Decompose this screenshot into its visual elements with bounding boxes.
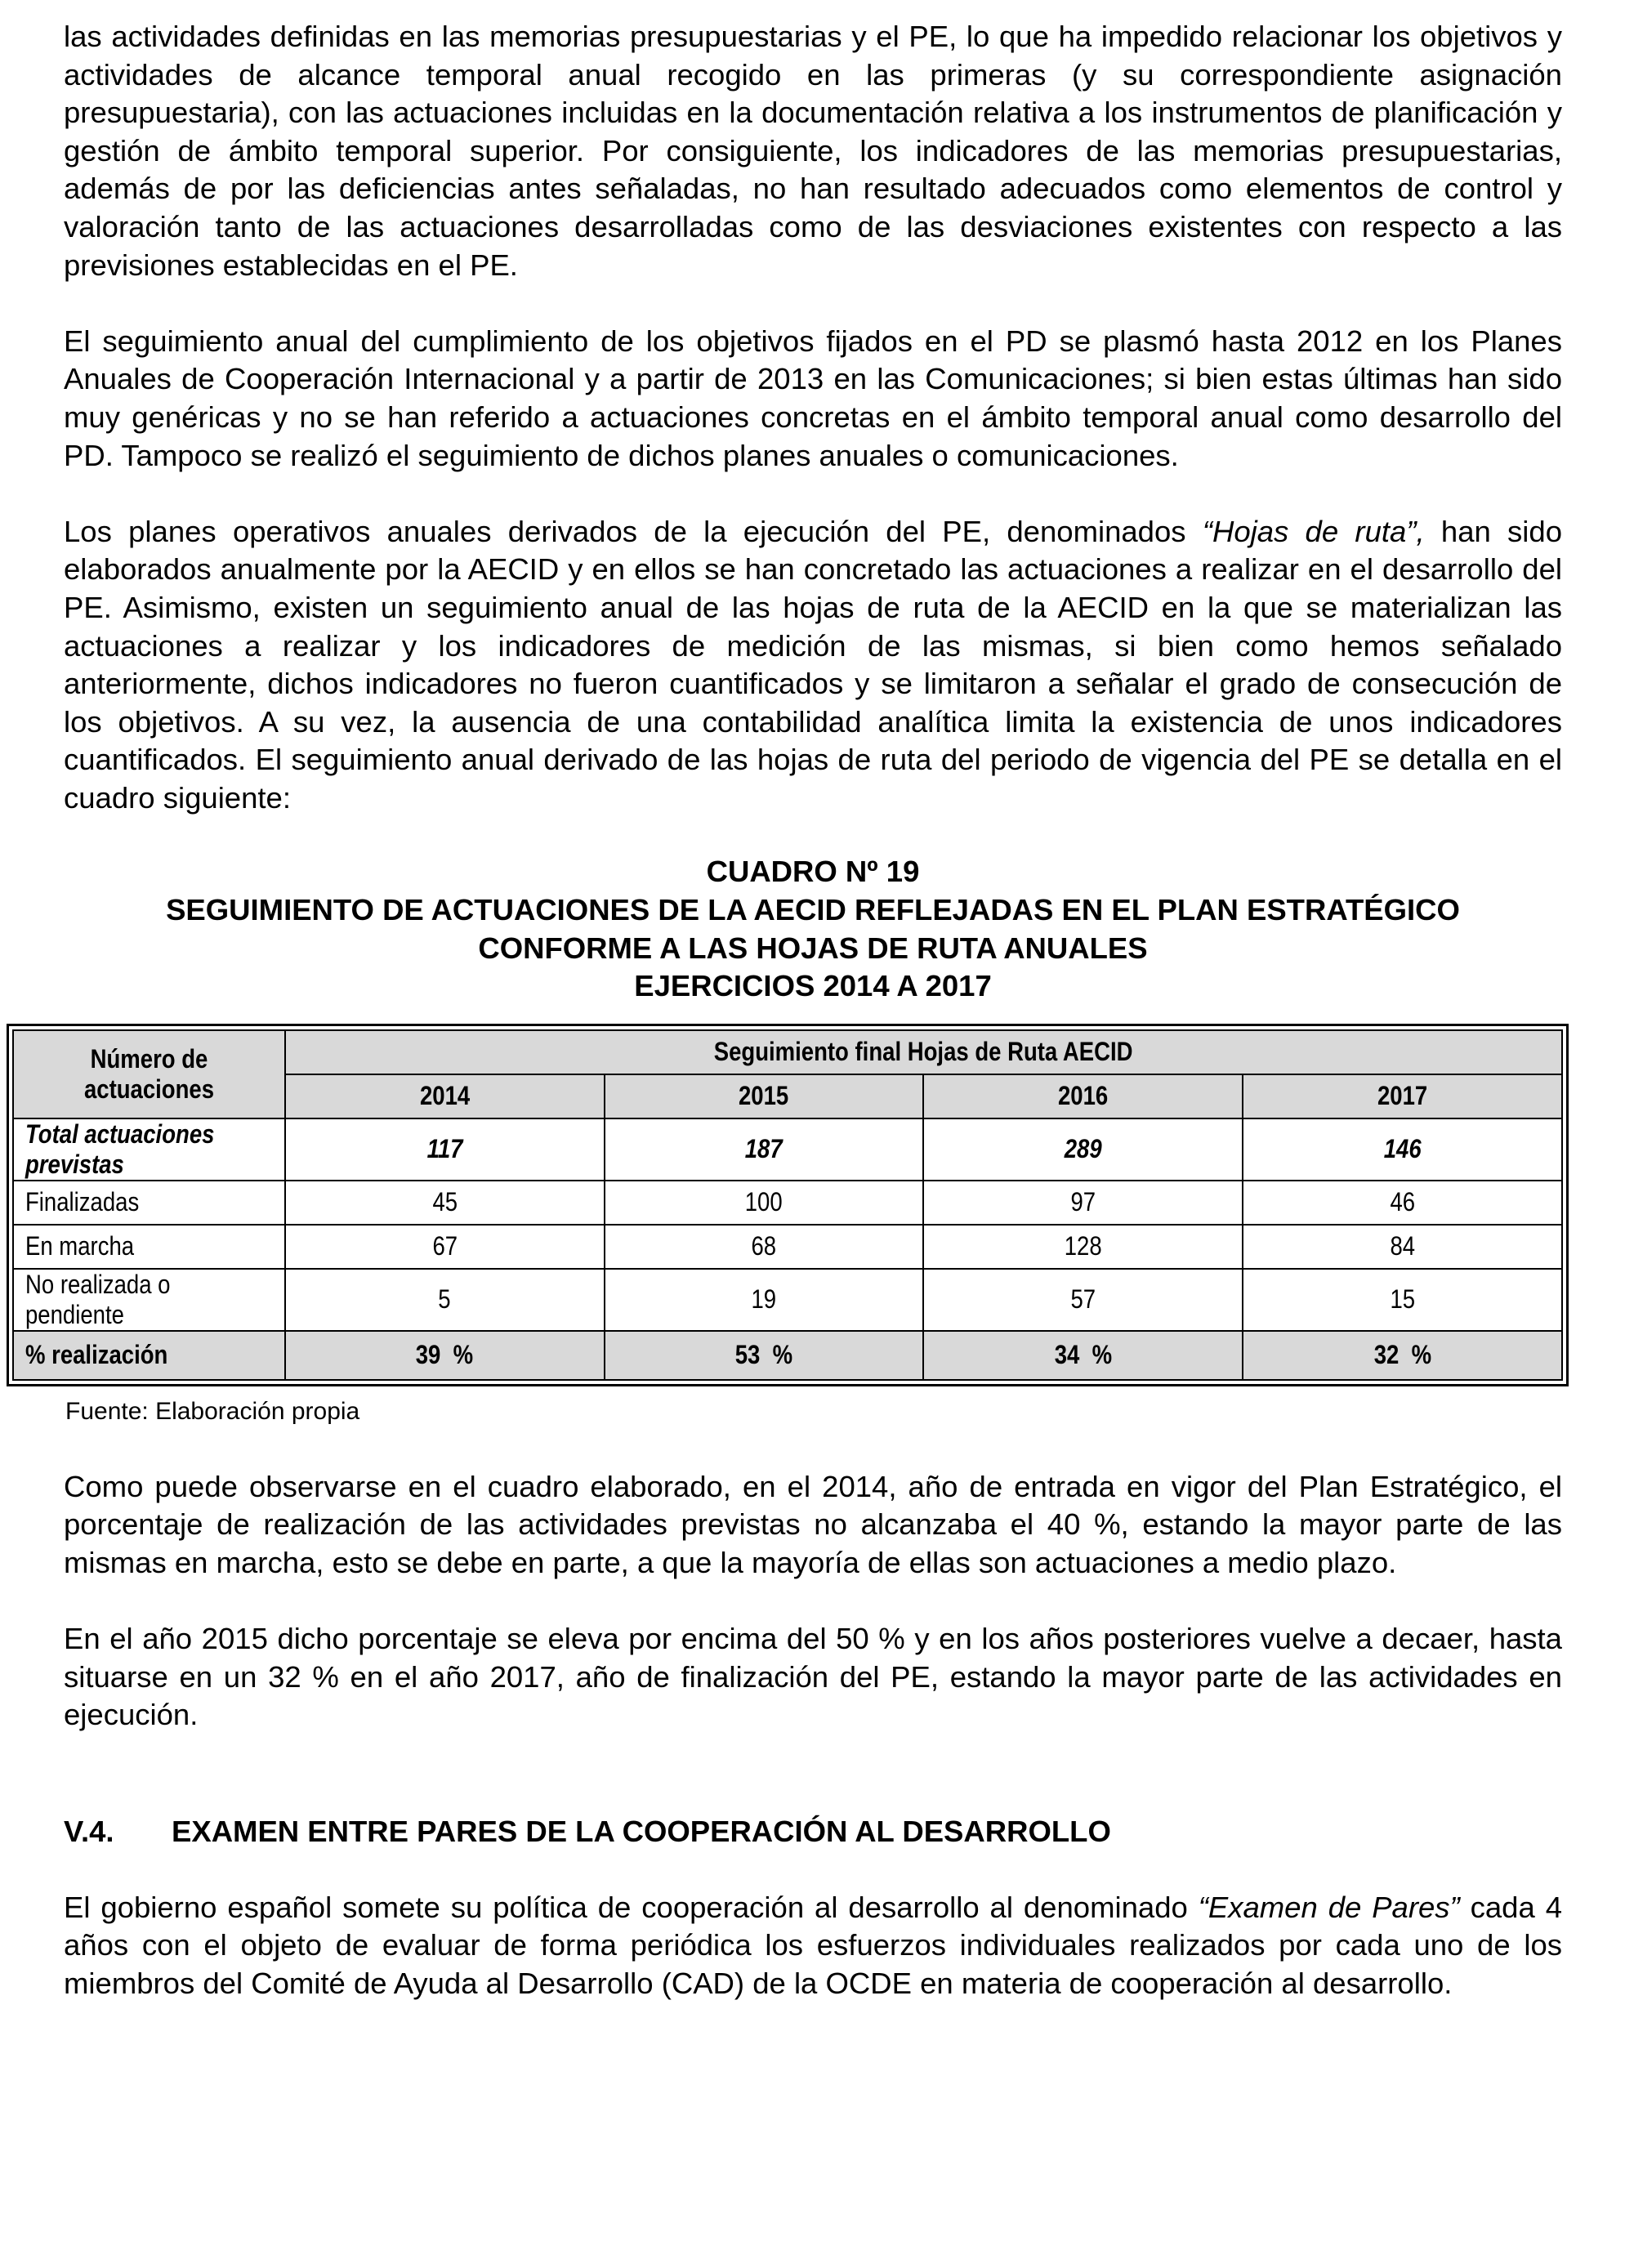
paragraph <box>64 1468 1562 1583</box>
table-cell: 19 <box>605 1269 924 1331</box>
table-title <box>64 853 1562 1005</box>
table-title-line: SEGUIMIENTO DE ACTUACIONES DE LA AECID REFLEJADAS EN EL PLAN ESTRATÉGICO <box>166 893 1460 927</box>
emphasis-text: “Hojas de ruta”, <box>1202 514 1425 548</box>
table-cell: 34 % <box>923 1331 1243 1380</box>
section-title: EXAMEN ENTRE PARES DE LA COOPERACIÓN AL DESARROLLO <box>172 1815 1111 1848</box>
text-run: En el año 2015 dicho porcentaje se eleva por encima del 50 % y en los años posteriores vuelve a decaer, hasta situarse en un 32 % en el año 2017, año de finalización del PE, estando la mayor parte de las actividades en ejecución. <box>64 1622 1562 1732</box>
table-row <box>13 1225 1562 1269</box>
text-run: Los planes operativos anuales derivados de la ejecución del PE, denominados <box>64 514 1203 548</box>
year-header: 2017 <box>1243 1074 1562 1118</box>
table-row <box>13 1118 1562 1181</box>
table-cell: 67 <box>285 1225 605 1269</box>
row-label: Finalizadas <box>13 1181 285 1225</box>
table-cell: 57 <box>923 1269 1243 1331</box>
text-run: las actividades definidas en las memorias presupuestarias y el PE, lo que ha impedido relacionar los objetivos y actividades de alcance temporal anual recogido en las primeras (y su correspondiente asignación presupuestaria), con las actuaciones incluidas en la documentación relativa a los instrumentos de planificación y gestión de ámbito temporal superior. Por consiguiente, los indicadores de las memorias presupuestarias, además de por las deficiencias antes señaladas, no han resultado adecuados como elementos de control y valoración tanto de las actuaciones desarrolladas como de las desviaciones existentes con respecto a las previsiones establecidas en el PE. <box>64 20 1562 282</box>
paragraph <box>64 1889 1562 2003</box>
text-run: cada 4 años con el objeto de evaluar de forma periódica los esfuerzos individuales realizados por cada uno de los miembros del Comité de Ayuda al Desarrollo (CAD) de la OCDE en materia de cooperación al desarrollo. <box>64 1890 1562 2000</box>
table-cell: 15 <box>1243 1269 1562 1331</box>
corner-header: Número de actuaciones <box>13 1030 285 1118</box>
document-page <box>25 18 1563 2002</box>
table-number: CUADRO Nº 19 <box>706 855 920 889</box>
table-cell: 128 <box>923 1225 1243 1269</box>
paragraph <box>64 18 1562 284</box>
text-run: El gobierno español somete su política de cooperación al desarrollo al denominado <box>64 1890 1199 1924</box>
body-text-top <box>64 18 1562 817</box>
table-cell: 45 <box>285 1181 605 1225</box>
section-heading <box>64 1813 1562 1851</box>
table-cell: 84 <box>1243 1225 1562 1269</box>
year-header: 2014 <box>285 1074 605 1118</box>
table-cell: 46 <box>1243 1181 1562 1225</box>
table-cell: 32 % <box>1243 1331 1562 1380</box>
body-text-after-table <box>64 1468 1562 1734</box>
table-cell: 117 <box>285 1118 605 1181</box>
table-period: EJERCICIOS 2014 A 2017 <box>634 969 992 1003</box>
table-cell: 97 <box>923 1181 1243 1225</box>
body-text-section <box>64 1889 1562 2003</box>
row-label: En marcha <box>13 1225 285 1269</box>
table-cell: 187 <box>605 1118 924 1181</box>
paragraph <box>64 323 1562 475</box>
source-note: Fuente: Elaboración propia <box>65 1397 360 1425</box>
table-row <box>13 1269 1562 1331</box>
row-label: % realización <box>13 1331 285 1380</box>
paragraph <box>64 513 1562 818</box>
table-cell: 39 % <box>285 1331 605 1380</box>
table-row <box>13 1181 1562 1225</box>
table-body <box>13 1118 1562 1380</box>
group-header: Seguimiento final Hojas de Ruta AECID <box>285 1030 1562 1074</box>
table-cell: 5 <box>285 1269 605 1331</box>
table-title-line: CONFORME A LAS HOJAS DE RUTA ANUALES <box>478 931 1148 965</box>
year-header: 2015 <box>605 1074 924 1118</box>
year-header: 2016 <box>923 1074 1243 1118</box>
table-cell: 289 <box>923 1118 1243 1181</box>
row-label: Total actuaciones previstas <box>13 1118 285 1181</box>
emphasis-text: “Examen de Pares” <box>1198 1890 1460 1924</box>
table-cell: 68 <box>605 1225 924 1269</box>
row-label: No realizada o pendiente <box>13 1269 285 1331</box>
table-cell: 100 <box>605 1181 924 1225</box>
data-table <box>12 1029 1563 1381</box>
table-cell: 146 <box>1243 1118 1562 1181</box>
text-run: El seguimiento anual del cumplimiento de los objetivos fijados en el PD se plasmó hasta 2012 en los Planes Anuales de Cooperación Internacional y a partir de 2013 en las Comunicaciones; si bien estas últimas han sido muy genéricas y no se han referido a actuaciones concretas en el ámbito temporal anual como desarrollo del PD. Tampoco se realizó el seguimiento de dichos planes anuales o comunicaciones. <box>64 324 1562 472</box>
table-cell: 53 % <box>605 1331 924 1380</box>
table-row <box>13 1331 1562 1380</box>
paragraph <box>64 1620 1562 1734</box>
text-run: Como puede observarse en el cuadro elaborado, en el 2014, año de entrada en vigor del Plan Estratégico, el porcentaje de realización de las actividades previstas no alcanzaba el 40 %, estando la mayor parte de las mismas en marcha, esto se debe en parte, a que la mayoría de ellas son actuaciones a medio plazo. <box>64 1469 1562 1580</box>
table-frame <box>7 1024 1569 1386</box>
section-number: V.4. <box>64 1815 114 1848</box>
text-run: han sido elaborados anualmente por la AECID y en ellos se han concretado las actuaciones a realizar en el desarrollo del PE. Asimismo, existen un seguimiento anual de las hojas de ruta de la AECID en la que se materializan las actuaciones a realizar y los indicadores de medición de las mismas, si bien como hemos señalado anteriormente, dichos indicadores no fueron cuantificados y se limitaron a señalar el grado de consecución de los objetivos. A su vez, la ausencia de una contabilidad analítica limita la existencia de unos indicadores cuantificados. El seguimiento anual derivado de las hojas de ruta del periodo de vigencia del PE se detalla en el cuadro siguiente: <box>64 514 1563 815</box>
